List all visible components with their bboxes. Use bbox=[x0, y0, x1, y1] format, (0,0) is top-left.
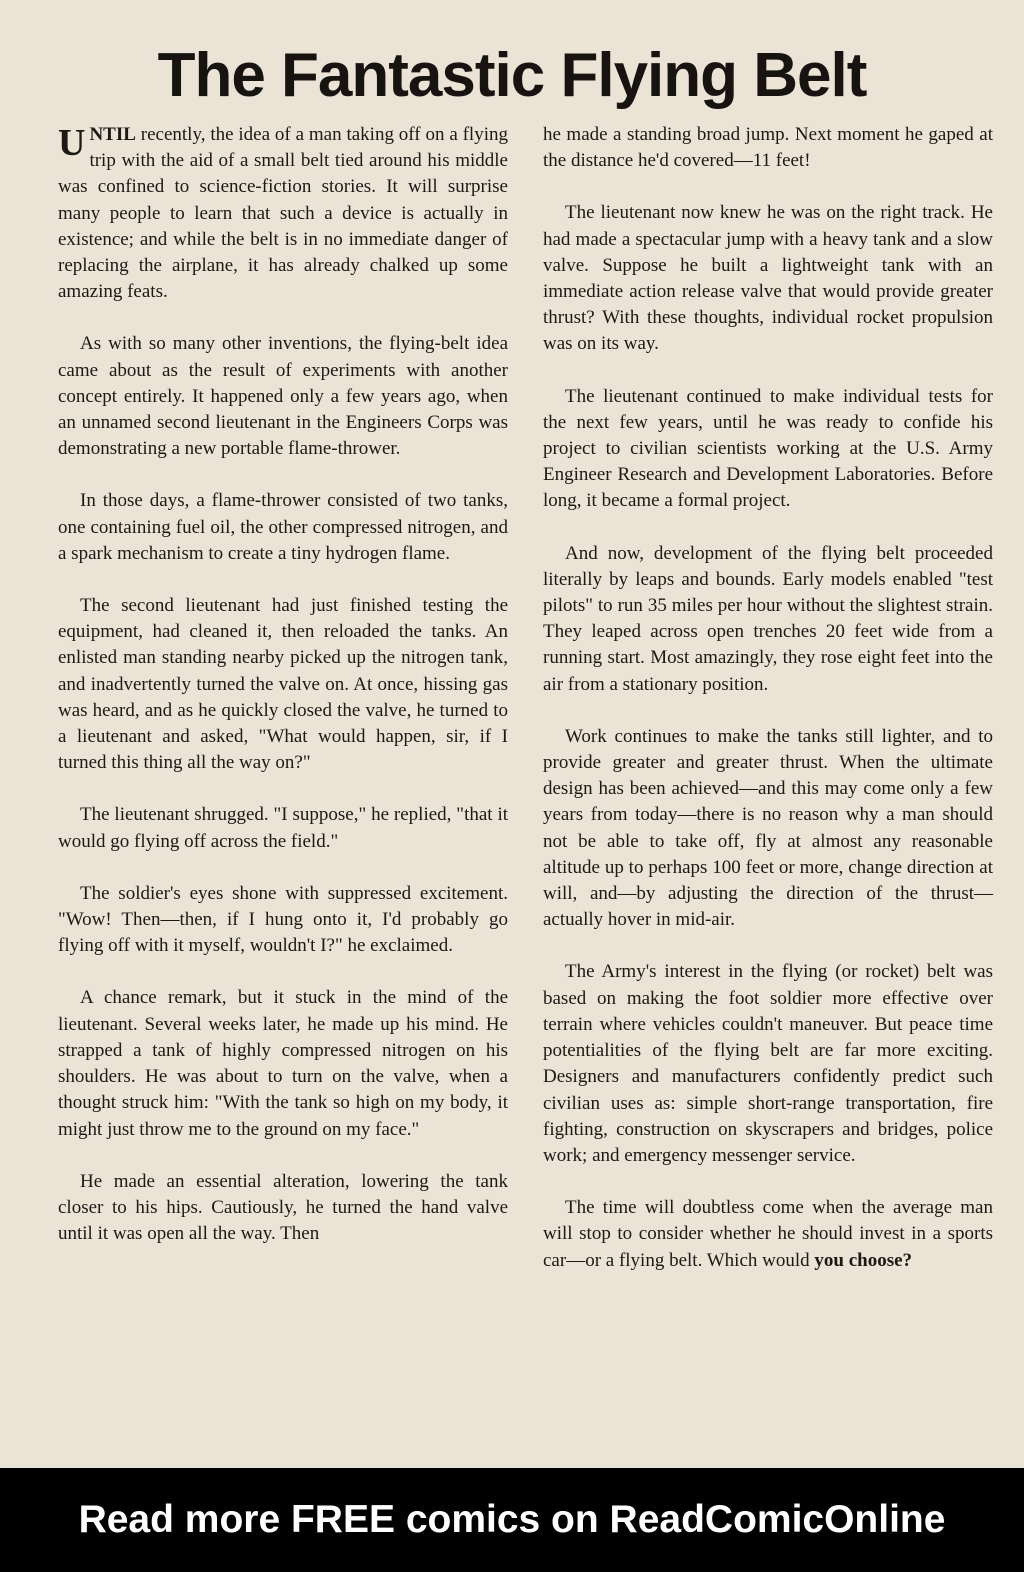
left-column bbox=[58, 122, 508, 1273]
paragraph-text: The time will doubtless come when the average man will stop to consider whether he should invest in a sports car—or a flying belt. Which would bbox=[543, 1197, 993, 1271]
drop-cap: U bbox=[58, 122, 86, 164]
paragraph: The soldier's eyes shone with suppressed excitement. "Wow! Then—then, if I hung onto it, I'd probably go flying off with it myself, wouldn't I?" he exclaimed. bbox=[58, 882, 508, 957]
paragraph: The lieutenant now knew he was on the right track. He had made a spectacular jump with a heavy tank and a slow valve. Suppose he built a lightweight tank with an immediate action release valve that would provide greater thrust? With these thoughts, individual rocket propulsion was on its way. bbox=[543, 202, 993, 355]
paragraph-text: recently, the idea of a man taking off on a flying trip with the aid of a small belt tied around his middle was confined to science-fiction stories. It will surprise many people to learn that such a device is actually in existence; and while the belt is in no immediate danger of replacing the airplane, it has already chalked up some amazing feats. bbox=[58, 124, 508, 303]
paragraph: The Army's interest in the flying (or rocket) belt was based on making the foot soldier more effective over terrain where vehicles couldn't maneuver. But peace time potentialities of the flying belt are far more exciting. Designers and manufacturers confidently predict such civilian uses as: simple short-range transportation, fire fighting, construction on skyscrapers and bridges, police work; and emergency messenger service. bbox=[543, 961, 993, 1166]
paragraph: Work continues to make the tanks still lighter, and to provide greater and greater thrust. When the ultimate design has been achieved—and this may come only a few years from today—there is no reason why a man should not be able to take off, fly at almost any reasonable altitude up to perhaps 100 feet or more, change direction at will, and—by adjusting the direction of the thrust—actually hover in mid-air. bbox=[543, 725, 993, 931]
paragraph: A chance remark, but it stuck in the mind of the lieutenant. Several weeks later, he made up his mind. He strapped a tank of highly compressed nitrogen on his shoulders. He was about to turn on the valve, when a thought struck him: "With the tank so high on my body, it might just throw me to the ground on my face." bbox=[58, 987, 508, 1140]
footer-banner[interactable]: Read more FREE comics on ReadComicOnline bbox=[0, 1468, 1024, 1572]
paragraph bbox=[543, 1195, 993, 1274]
paragraph: He made an essential alteration, lowering the tank closer to his hips. Cautiously, he turned the hand valve until it was open all the way. Then bbox=[58, 1170, 508, 1245]
article-title: The Fantastic Flying Belt bbox=[157, 41, 867, 110]
paragraph: As with so many other inventions, the flying-belt idea came about as the result of experiments with another concept entirely. It happened only a few years ago, when an unnamed second lieutenant in the Engineers Corps was demonstrating a new portable flame-thrower. bbox=[58, 333, 508, 460]
paragraph: The lieutenant continued to make individual tests for the next few years, until he was ready to confide his project to civilian scientists working at the U.S. Army Engineer Research and Development Laboratories. Before long, it became a formal project. bbox=[543, 385, 993, 512]
lead-word: NTIL bbox=[89, 124, 136, 145]
paragraph: And now, development of the flying belt proceeded literally by leaps and bounds. Early models enabled "test pilots" to run 35 miles per hour without the slightest strain. They leaped across open trenches 20 feet wide from a running start. Most amazingly, they rose eight feet into the air from a stationary position. bbox=[543, 542, 993, 695]
closing-question: you choose? bbox=[814, 1249, 913, 1271]
paragraph bbox=[58, 122, 508, 305]
right-column bbox=[543, 122, 993, 1300]
paragraph: he made a standing broad jump. Next moment he gaped at the distance he'd covered—11 feet! bbox=[543, 124, 993, 172]
paragraph: In those days, a flame-thrower consisted of two tanks, one containing fuel oil, the other compressed nitrogen, and a spark mechanism to create a tiny hydrogen flame. bbox=[58, 490, 508, 564]
paragraph: The second lieutenant had just finished testing the equipment, had cleaned it, then reloaded the tanks. An enlisted man standing nearby picked up the nitrogen tank, and inadvertently turned the valve on. At once, hissing gas was heard, and as he quickly closed the valve, he turned to a lieutenant and asked, "What would happen, sir, if I turned this thing all the way on?" bbox=[58, 595, 508, 774]
paragraph: The lieutenant shrugged. "I suppose," he replied, "that it would go flying off across the field." bbox=[58, 804, 508, 852]
